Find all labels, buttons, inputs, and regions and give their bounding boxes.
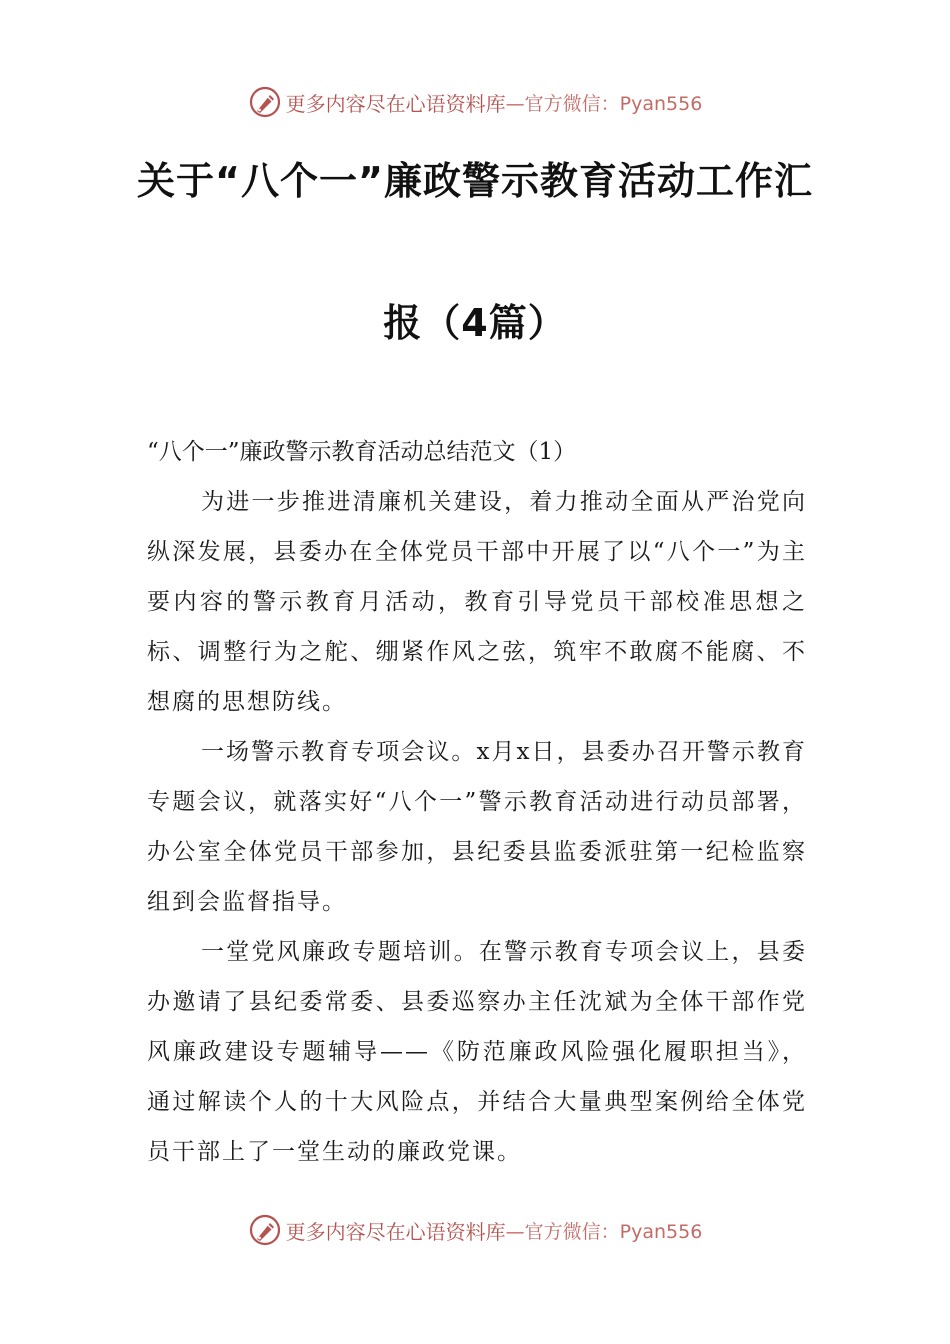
section-heading: “八个一”廉政警示教育活动总结范文（1）: [147, 439, 577, 465]
paragraph: 一场警示教育专项会议。x月x日，县委办召开警示教育专题会议，就落实好“八个一”警示教育活动进行动员部署，办公室全体党员干部参加，县纪委县监委派驻第一纪检监察组到会监督指导。: [147, 739, 807, 915]
document-title-line2: 报（4篇）: [383, 301, 567, 345]
pen-nib-logo-icon: [248, 1213, 282, 1247]
footer-banner: [0, 1208, 950, 1252]
header-banner: [0, 80, 950, 124]
header-brand-text: 更多内容尽在心语资料库: [285, 91, 506, 116]
footer-brand-text: 更多内容尽在心语资料库: [285, 1219, 506, 1244]
paragraph: 一堂党风廉政专题培训。在警示教育专项会议上，县委办邀请了县纪委常委、县委巡察办主任沈斌为全体干部作党风廉政建设专题辅导——《防范廉政风险强化履职担当》，通过解读个人的十大风险点，并结合大量典型案例给全体党员干部上了一堂生动的廉政党课。: [147, 939, 807, 1165]
document-body: [147, 427, 807, 1177]
header-contact-text: —官方微信：Pyan556: [505, 92, 703, 115]
footer-contact-text: —官方微信：Pyan556: [505, 1220, 703, 1243]
document-title-line1: 关于“八个一”廉政警示教育活动工作汇: [137, 159, 813, 203]
pen-nib-logo-icon: [248, 85, 282, 119]
paragraph: 为进一步推进清廉机关建设，着力推动全面从严治党向纵深发展，县委办在全体党员干部中开展了以“八个一”为主要内容的警示教育月活动，教育引导党员干部校准思想之标、调整行为之舵、绷紧作风之弦，筑牢不敢腐不能腐、不想腐的思想防线。: [147, 489, 807, 715]
